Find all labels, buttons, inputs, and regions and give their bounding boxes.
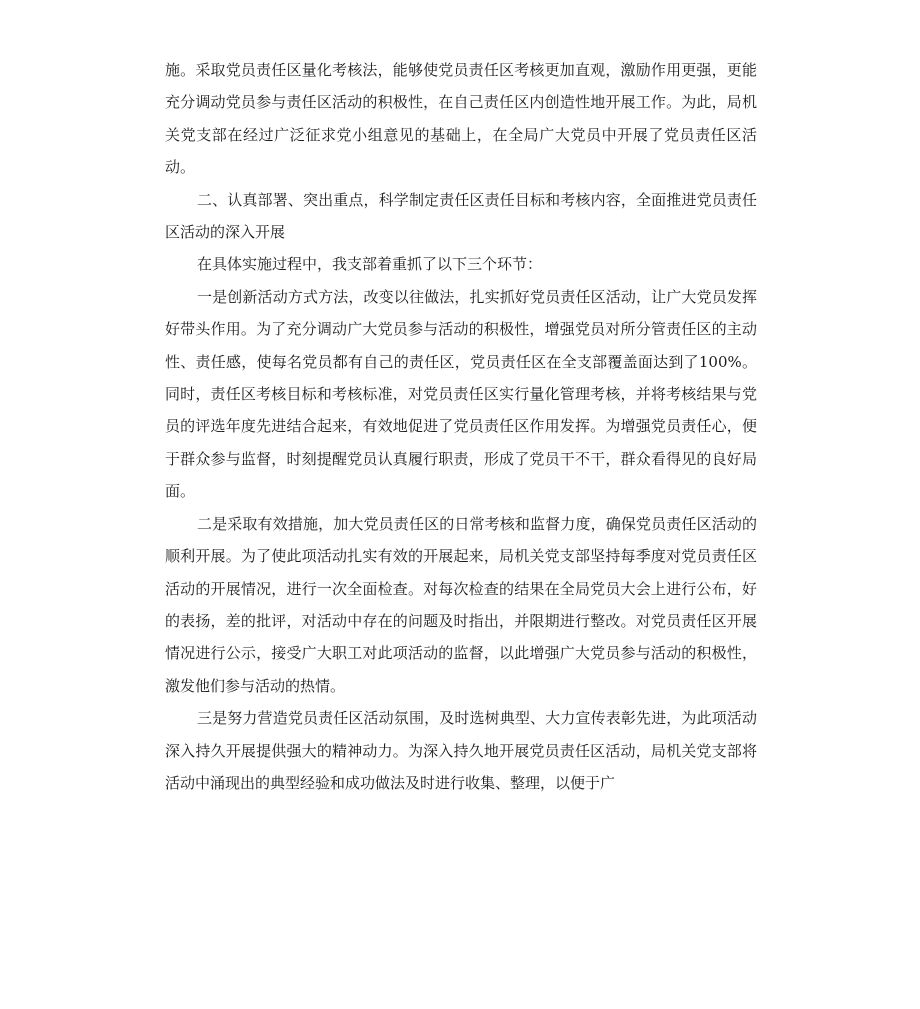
document-body [165,54,757,799]
paragraph-continuation: 施。采取党员责任区量化考核法，能够使党员责任区考核更加直观，激励作用更强，更能充分调动党员参与责任区活动的积极性，在自己责任区内创造性地开展工作。为此，局机关党支部在经过广泛征求党小组意见的基础上，在全局广大党员中开展了党员责任区活动。 [165,61,757,177]
paragraph-section-heading: 二、认真部署、突出重点，科学制定责任区责任目标和考核内容，全面推进党员责任区活动的深入开展 [165,190,757,242]
paragraph-point-one: 一是创新活动方式方法，改变以往做法，扎实抓好党员责任区活动，让广大党员发挥好带头作用。为了充分调动广大党员参与活动的积极性，增强党员对所分管责任区的主动性、责任感，使每名党员都有自己的责任区，党员责任区在全支部覆盖面达到了100%。同时，责任区考核目标和考核标准，对党员责任区实行量化管理考核，并将考核结果与党员的评选年度先进结合起来，有效地促进了党员责任区作用发挥。为增强党员责任心，便于群众参与监督，时刻提醒党员认真履行职责，形成了党员干不干，群众看得见的良好局面。 [165,287,757,501]
paragraph-point-two: 二是采取有效措施，加大党员责任区的日常考核和监督力度，确保党员责任区活动的顺利开展。为了使此项活动扎实有效的开展起来，局机关党支部坚持每季度对党员责任区活动的开展情况，进行一次全面检查。对每次检查的结果在全局党员大会上进行公布，好的表扬，差的批评，对活动中存在的问题及时指出，并限期进行整改。对党员责任区开展情况进行公示，接受广大职工对此项活动的监督，以此增强广大党员参与活动的积极性，激发他们参与活动的热情。 [165,514,757,695]
paragraph-point-three: 三是努力营造党员责任区活动氛围，及时选树典型、大力宣传表彰先进，为此项活动深入持久开展提供强大的精神动力。为深入持久地开展党员责任区活动，局机关党支部将活动中涌现出的典型经验和成功做法及时进行收集、整理，以便于广 [165,709,757,792]
paragraph-intro: 在具体实施过程中，我支部着重抓了以下三个环节： [197,255,543,274]
